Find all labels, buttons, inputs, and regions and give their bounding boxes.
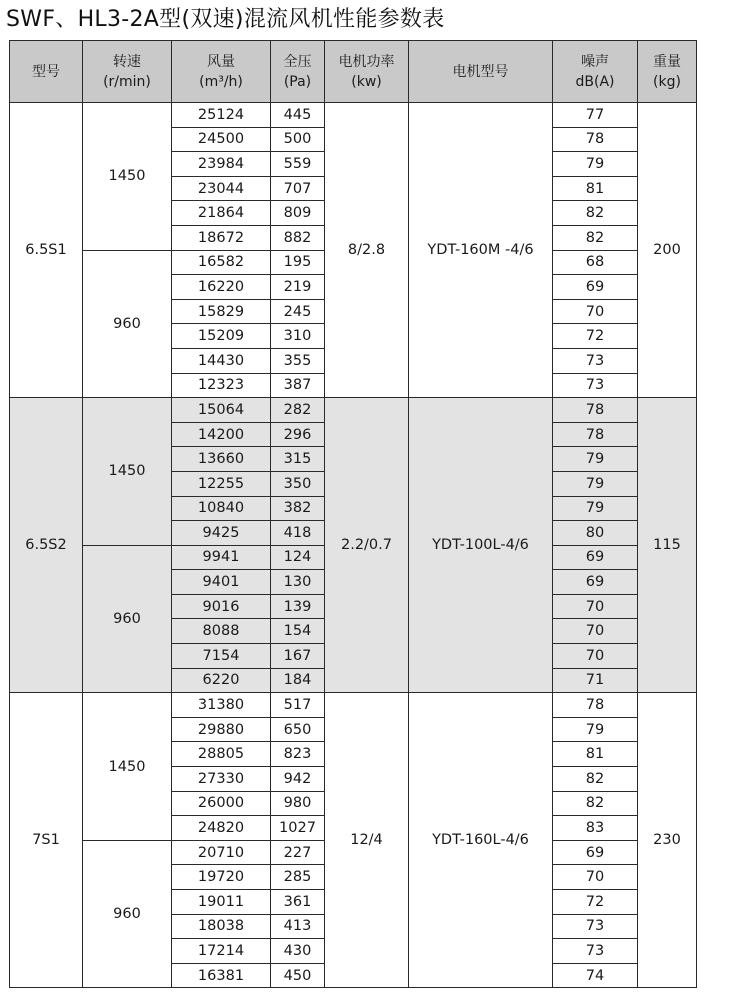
pressure-cell: 980 bbox=[271, 791, 325, 816]
noise-cell: 77 bbox=[553, 103, 638, 128]
noise-cell: 79 bbox=[553, 447, 638, 472]
airflow-cell: 6220 bbox=[172, 668, 271, 693]
noise-cell: 82 bbox=[553, 225, 638, 250]
pressure-cell: 361 bbox=[271, 890, 325, 915]
airflow-cell: 27330 bbox=[172, 767, 271, 792]
airflow-cell: 18038 bbox=[172, 914, 271, 939]
airflow-cell: 29880 bbox=[172, 717, 271, 742]
airflow-cell: 19011 bbox=[172, 890, 271, 915]
pressure-cell: 445 bbox=[271, 103, 325, 128]
pressure-cell: 124 bbox=[271, 545, 325, 570]
airflow-cell: 12255 bbox=[172, 471, 271, 496]
airflow-cell: 16582 bbox=[172, 250, 271, 275]
airflow-cell: 19720 bbox=[172, 865, 271, 890]
model-cell: 6.5S1 bbox=[10, 103, 83, 398]
pressure-cell: 1027 bbox=[271, 816, 325, 841]
airflow-cell: 14430 bbox=[172, 348, 271, 373]
pressure-cell: 823 bbox=[271, 742, 325, 767]
noise-cell: 70 bbox=[553, 619, 638, 644]
noise-cell: 79 bbox=[553, 152, 638, 177]
noise-cell: 73 bbox=[553, 914, 638, 939]
airflow-cell: 10840 bbox=[172, 496, 271, 521]
airflow-cell: 23044 bbox=[172, 176, 271, 201]
pressure-cell: 809 bbox=[271, 201, 325, 226]
noise-cell: 70 bbox=[553, 644, 638, 669]
noise-cell: 79 bbox=[553, 471, 638, 496]
noise-cell: 69 bbox=[553, 840, 638, 865]
airflow-cell: 31380 bbox=[172, 693, 271, 718]
power-cell: 8/2.8 bbox=[325, 103, 409, 398]
pressure-cell: 882 bbox=[271, 225, 325, 250]
noise-cell: 69 bbox=[553, 275, 638, 300]
pressure-cell: 387 bbox=[271, 373, 325, 398]
pressure-cell: 227 bbox=[271, 840, 325, 865]
speed-cell: 960 bbox=[83, 545, 172, 693]
noise-cell: 73 bbox=[553, 348, 638, 373]
pressure-cell: 139 bbox=[271, 594, 325, 619]
header-weight: 重量 (kg) bbox=[638, 41, 697, 103]
weight-cell: 230 bbox=[638, 693, 697, 988]
table-row bbox=[10, 398, 697, 423]
power-cell: 12/4 bbox=[325, 693, 409, 988]
pressure-cell: 430 bbox=[271, 939, 325, 964]
pressure-cell: 296 bbox=[271, 422, 325, 447]
airflow-cell: 15829 bbox=[172, 299, 271, 324]
model-cell: 7S1 bbox=[10, 693, 83, 988]
header-model: 型号 bbox=[10, 41, 83, 103]
speed-cell: 1450 bbox=[83, 693, 172, 841]
noise-cell: 69 bbox=[553, 545, 638, 570]
pressure-cell: 382 bbox=[271, 496, 325, 521]
airflow-cell: 15209 bbox=[172, 324, 271, 349]
airflow-cell: 15064 bbox=[172, 398, 271, 423]
airflow-cell: 9401 bbox=[172, 570, 271, 595]
noise-cell: 68 bbox=[553, 250, 638, 275]
header-noise: 噪声 dB(A) bbox=[553, 41, 638, 103]
airflow-cell: 9941 bbox=[172, 545, 271, 570]
noise-cell: 78 bbox=[553, 398, 638, 423]
pressure-cell: 350 bbox=[271, 471, 325, 496]
pressure-cell: 184 bbox=[271, 668, 325, 693]
noise-cell: 82 bbox=[553, 791, 638, 816]
weight-cell: 200 bbox=[638, 103, 697, 398]
airflow-cell: 21864 bbox=[172, 201, 271, 226]
speed-cell: 960 bbox=[83, 840, 172, 988]
model-cell: 6.5S2 bbox=[10, 398, 83, 693]
pressure-cell: 500 bbox=[271, 127, 325, 152]
pressure-cell: 707 bbox=[271, 176, 325, 201]
noise-cell: 81 bbox=[553, 742, 638, 767]
pressure-cell: 167 bbox=[271, 644, 325, 669]
pressure-cell: 413 bbox=[271, 914, 325, 939]
performance-table bbox=[9, 40, 697, 988]
pressure-cell: 130 bbox=[271, 570, 325, 595]
table-row bbox=[10, 103, 697, 128]
airflow-cell: 12323 bbox=[172, 373, 271, 398]
noise-cell: 83 bbox=[553, 816, 638, 841]
pressure-cell: 450 bbox=[271, 963, 325, 988]
pressure-cell: 418 bbox=[271, 521, 325, 546]
noise-cell: 79 bbox=[553, 496, 638, 521]
header-pressure: 全压 (Pa) bbox=[271, 41, 325, 103]
motor-cell: YDT-100L-4/6 bbox=[409, 398, 553, 693]
power-cell: 2.2/0.7 bbox=[325, 398, 409, 693]
pressure-cell: 154 bbox=[271, 619, 325, 644]
motor-cell: YDT-160M -4/6 bbox=[409, 103, 553, 398]
pressure-cell: 285 bbox=[271, 865, 325, 890]
pressure-cell: 219 bbox=[271, 275, 325, 300]
airflow-cell: 16381 bbox=[172, 963, 271, 988]
airflow-cell: 28805 bbox=[172, 742, 271, 767]
header-speed: 转速 (r/min) bbox=[83, 41, 172, 103]
airflow-cell: 24500 bbox=[172, 127, 271, 152]
airflow-cell: 9425 bbox=[172, 521, 271, 546]
noise-cell: 72 bbox=[553, 890, 638, 915]
noise-cell: 69 bbox=[553, 570, 638, 595]
page-title: SWF、HL3-2A型(双速)混流风机性能参数表 bbox=[6, 7, 445, 32]
noise-cell: 70 bbox=[553, 594, 638, 619]
header-power: 电机功率 (kw) bbox=[325, 41, 409, 103]
pressure-cell: 315 bbox=[271, 447, 325, 472]
speed-cell: 960 bbox=[83, 250, 172, 398]
table-row bbox=[10, 693, 697, 718]
noise-cell: 72 bbox=[553, 324, 638, 349]
noise-cell: 78 bbox=[553, 422, 638, 447]
noise-cell: 73 bbox=[553, 373, 638, 398]
pressure-cell: 195 bbox=[271, 250, 325, 275]
noise-cell: 78 bbox=[553, 127, 638, 152]
airflow-cell: 18672 bbox=[172, 225, 271, 250]
pressure-cell: 245 bbox=[271, 299, 325, 324]
noise-cell: 71 bbox=[553, 668, 638, 693]
airflow-cell: 20710 bbox=[172, 840, 271, 865]
airflow-cell: 24820 bbox=[172, 816, 271, 841]
pressure-cell: 559 bbox=[271, 152, 325, 177]
noise-cell: 70 bbox=[553, 865, 638, 890]
airflow-cell: 25124 bbox=[172, 103, 271, 128]
airflow-cell: 17214 bbox=[172, 939, 271, 964]
noise-cell: 81 bbox=[553, 176, 638, 201]
noise-cell: 73 bbox=[553, 939, 638, 964]
table-body bbox=[10, 103, 697, 988]
airflow-cell: 26000 bbox=[172, 791, 271, 816]
airflow-cell: 13660 bbox=[172, 447, 271, 472]
airflow-cell: 8088 bbox=[172, 619, 271, 644]
noise-cell: 82 bbox=[553, 201, 638, 226]
pressure-cell: 942 bbox=[271, 767, 325, 792]
noise-cell: 70 bbox=[553, 299, 638, 324]
pressure-cell: 517 bbox=[271, 693, 325, 718]
noise-cell: 80 bbox=[553, 521, 638, 546]
airflow-cell: 7154 bbox=[172, 644, 271, 669]
noise-cell: 79 bbox=[553, 717, 638, 742]
airflow-cell: 16220 bbox=[172, 275, 271, 300]
pressure-cell: 355 bbox=[271, 348, 325, 373]
speed-cell: 1450 bbox=[83, 398, 172, 546]
airflow-cell: 14200 bbox=[172, 422, 271, 447]
weight-cell: 115 bbox=[638, 398, 697, 693]
header-airflow: 风量 (m³/h) bbox=[172, 41, 271, 103]
noise-cell: 78 bbox=[553, 693, 638, 718]
noise-cell: 74 bbox=[553, 963, 638, 988]
airflow-cell: 23984 bbox=[172, 152, 271, 177]
pressure-cell: 310 bbox=[271, 324, 325, 349]
pressure-cell: 282 bbox=[271, 398, 325, 423]
header-motor: 电机型号 bbox=[409, 41, 553, 103]
noise-cell: 82 bbox=[553, 767, 638, 792]
motor-cell: YDT-160L-4/6 bbox=[409, 693, 553, 988]
speed-cell: 1450 bbox=[83, 103, 172, 251]
pressure-cell: 650 bbox=[271, 717, 325, 742]
airflow-cell: 9016 bbox=[172, 594, 271, 619]
